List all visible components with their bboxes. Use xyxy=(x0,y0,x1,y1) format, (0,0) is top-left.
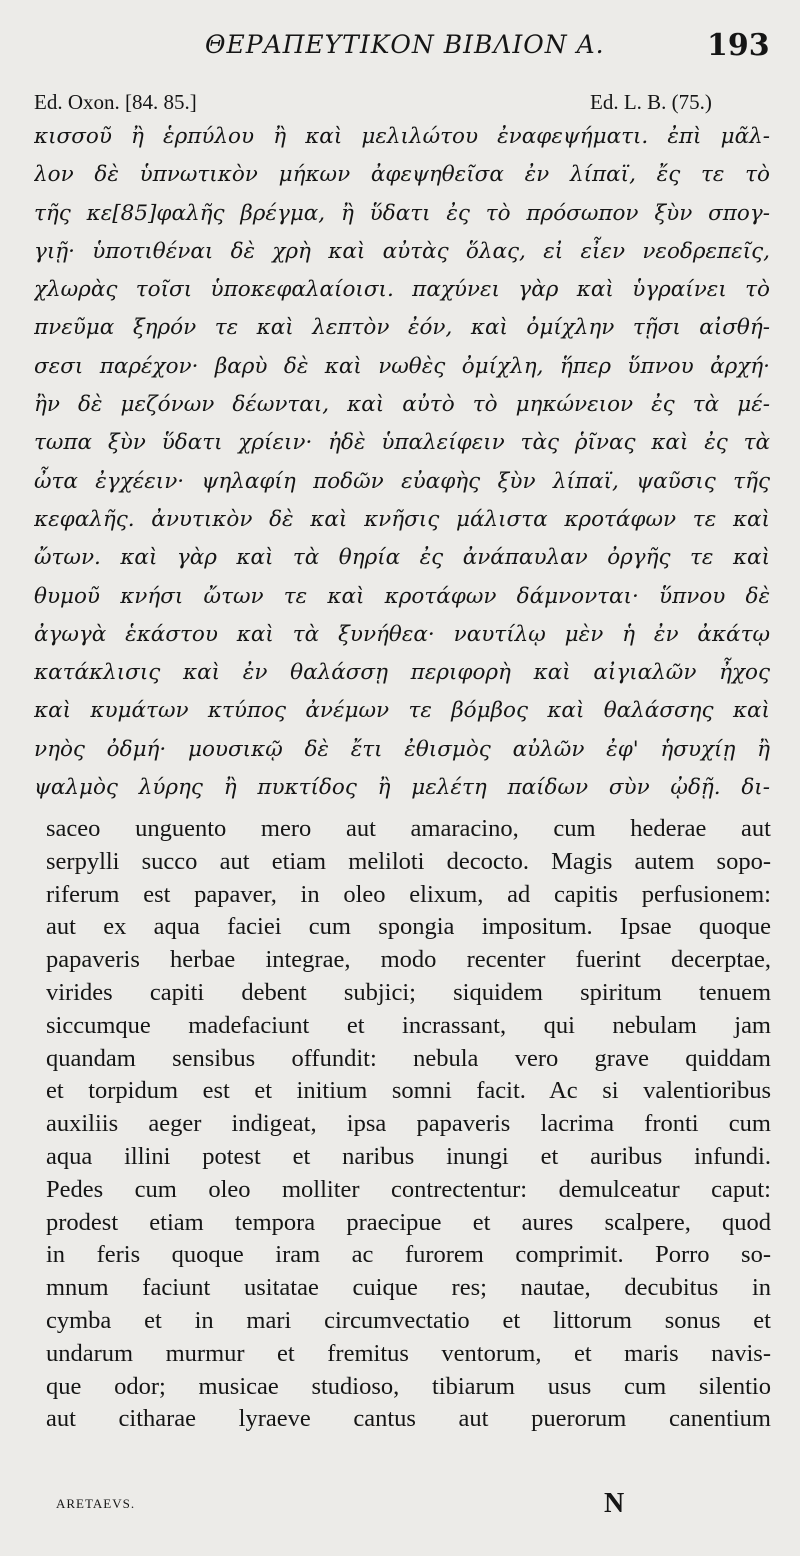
latin-translation-block xyxy=(46,813,771,1436)
greek-line: ὤτων. καὶ γὰρ καὶ τὰ θηρία ἐς ἀνάπαυλαν ὀργῆς τε καὶ xyxy=(34,545,770,571)
latin-line: papaveris herbae integrae, modo recenter fuerint decerptae, xyxy=(46,946,771,974)
latin-line: undarum murmur et fremitus ventorum, et maris navis- xyxy=(46,1339,771,1367)
greek-line: γιῇ· ὑποτιθέναι δὲ χρὴ καὶ αὐτὰς ὅλας, εἰ εἶεν νεοδρεπεῖς, xyxy=(34,238,770,264)
greek-line: ὦτα ἐγχέειν· ψηλαφίη ποδῶν εὐαφὴς ξὺν λίπαϊ, ψαῦσις τῆς xyxy=(34,468,770,494)
latin-line: aut citharae lyraeve cantus aut puerorum canentium xyxy=(46,1405,771,1433)
greek-line: θυμοῦ κνήσι ὤτων τε καὶ κροτάφων δάμνονται· ὕπνου δὲ xyxy=(34,583,770,609)
latin-line: virides capiti debent subjici; siquidem spiritum tenuem xyxy=(46,978,771,1006)
greek-line: τωπα ξὺν ὕδατι χρίειν· ἠδὲ ὑπαλείφειν τὰς ῥῖνας καὶ ἐς τὰ xyxy=(34,430,770,456)
latin-line: cymba et in mari circumvectatio et littorum sonus et xyxy=(46,1306,771,1334)
page-number: 193 xyxy=(707,28,770,63)
greek-line: λον δὲ ὑπνωτικὸν μήκων ἀφεψηθεῖσα ἐν λίπαϊ, ἔς τε τὸ xyxy=(34,162,770,188)
latin-line: prodest etiam tempora praecipue et aures scalpere, quod xyxy=(46,1208,771,1236)
latin-line: que odor; musicae studioso, tibiarum usus cum silentio xyxy=(46,1372,771,1400)
greek-line: ἢν δὲ μεζόνων δέωνται, καὶ αὐτὸ τὸ μηκώνειον ἐς τὰ μέ- xyxy=(34,392,770,418)
latin-line: mnum faciunt usitatae cuique res; nautae, decubitus in xyxy=(46,1274,771,1302)
greek-line: νηὸς ὀδμή· μουσικῷ δὲ ἔτι ἐθισμὸς αὐλῶν ἐφ' ἡσυχίῃ ἢ xyxy=(34,736,770,762)
latin-line: quandam sensibus offundit: nebula vero grave quiddam xyxy=(46,1044,771,1072)
edition-reference-oxford: Ed. Oxon. [84. 85.] xyxy=(34,90,197,114)
latin-line: saceo unguento mero aut amaracino, cum hederae aut xyxy=(46,815,771,842)
greek-line: χλωρὰς τοῖσι ὑποκεφαλαίοισι. παχύνει γὰρ καὶ ὑγραίνει τὸ xyxy=(34,277,770,303)
greek-line: κισσοῦ ἢ ἑρπύλου ἢ καὶ μελιλώτου ἐναφεψήματι. ἐπὶ μᾶλ- xyxy=(34,124,770,149)
gathering-mark: N xyxy=(604,1488,625,1519)
running-head: ΘΕΡΑΠΕΥΤΙΚΟΝ ΒΙΒΛΙΟΝ Α. xyxy=(205,30,605,59)
greek-line: ἀγωγὰ ἑκάστου καὶ τὰ ξυνήθεα· ναυτίλῳ μὲν ἡ ἐν ἀκάτῳ xyxy=(34,621,770,647)
latin-line: siccumque madefaciunt et incrassant, qui nebulam jam xyxy=(46,1011,771,1039)
greek-line: καὶ κυμάτων κτύπος ἀνέμων τε βόμβος καὶ θαλάσσης καὶ xyxy=(34,698,770,724)
latin-line: et torpidum est et initium somni facit. Ac si valentioribus xyxy=(46,1077,771,1105)
latin-line: aqua illini potest et naribus inungi et auribus infundi. xyxy=(46,1142,771,1170)
latin-line: Pedes cum oleo molliter contrectentur: demulceatur caput: xyxy=(46,1175,771,1203)
latin-line: serpylli succo aut etiam meliloti decocto. Magis autem sopo- xyxy=(46,847,771,875)
greek-line: κεφαλῆς. ἀνυτικὸν δὲ καὶ κνῆσις μάλιστα κροτάφων τε καὶ xyxy=(34,506,770,532)
greek-line: σεσι παρέχον· βαρὺ δὲ καὶ νωθὲς ὀμίχλη, ἥπερ ὕπνου ἀρχή· xyxy=(34,353,770,379)
printer-signature: ARETAEVS. xyxy=(56,1496,136,1511)
greek-line: ψαλμὸς λύρης ἢ πυκτίδος ἢ μελέτη παίδων σὺν ᾠδῇ. δι- xyxy=(34,775,770,801)
latin-line: riferum est papaver, in oleo elixum, ad capitis perfusionem: xyxy=(46,880,771,908)
latin-line: aut ex aqua faciei cum spongia impositum. Ipsae quoque xyxy=(46,913,771,941)
greek-line: κατάκλισις καὶ ἐν θαλάσσῃ περιφορὴ καὶ αἰγιαλῶν ἦχος xyxy=(34,660,770,686)
greek-text-block xyxy=(34,118,770,807)
latin-line: auxiliis aeger indigeat, ipsa papaveris lacrima fronti cum xyxy=(46,1110,771,1138)
greek-line: τῆς κε[85]φαλῆς βρέγμα, ἢ ὕδατι ἐς τὸ πρόσωπον ξὺν σπογ- xyxy=(34,200,770,226)
greek-line: πνεῦμα ξηρόν τε καὶ λεπτὸν ἐόν, καὶ ὀμίχλην τῇσι αἰσθή- xyxy=(34,315,770,341)
edition-reference-leiden: Ed. L. B. (75.) xyxy=(590,90,712,114)
latin-line: in feris quoque iram ac furorem comprimit. Porro so- xyxy=(46,1241,771,1269)
